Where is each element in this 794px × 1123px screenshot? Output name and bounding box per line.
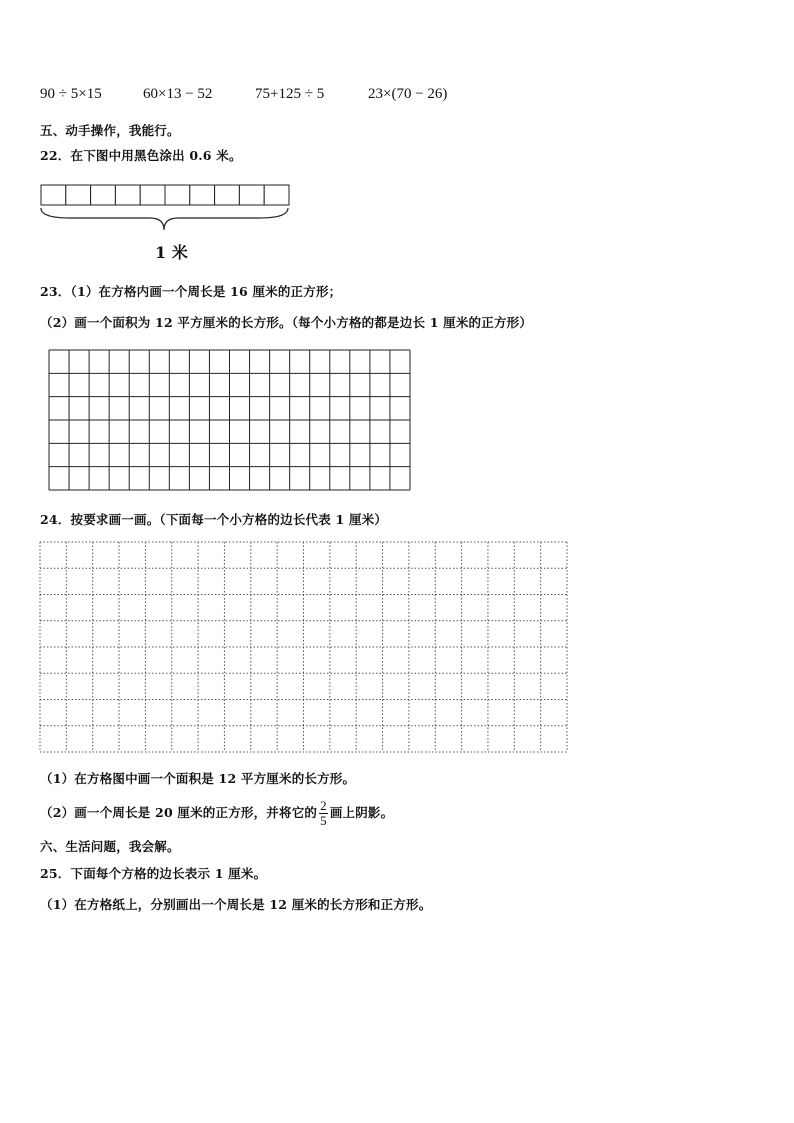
q22-cell[interactable] <box>165 185 190 205</box>
expression-4: 23×(70 − 26) <box>368 86 448 102</box>
q25-sub1: （1）在方格纸上，分别画出一个周长是 12 厘米的长方形和正方形。 <box>40 897 432 912</box>
q24-grid[interactable] <box>39 541 568 753</box>
section-6-heading: 六、生活问题，我会解。 <box>40 839 180 854</box>
q22-text: 22．在下图中用黑色涂出 0.6 米。 <box>40 148 242 163</box>
q22-cell[interactable] <box>115 185 140 205</box>
q23-grid[interactable] <box>48 349 411 491</box>
expression-1: 90 ÷ 5×15 <box>40 86 102 102</box>
q24-sub2-before: （2）画一个周长是 20 厘米的正方形，并将它的 <box>40 805 318 820</box>
q23-line2: （2）画一个面积为 12 平方厘米的长方形。（每个小方格的都是边长 1 厘米的正方形） <box>40 315 533 330</box>
q24-text: 24．按要求画一画。（下面每一个小方格的边长代表 1 厘米） <box>40 512 388 527</box>
fraction-denominator: 5 <box>320 813 327 828</box>
q22-cell[interactable] <box>140 185 165 205</box>
section-5-heading: 五、动手操作，我能行。 <box>40 123 180 138</box>
q22-cell[interactable] <box>190 185 215 205</box>
q24-sub2 <box>40 796 393 830</box>
q22-bar <box>40 184 290 244</box>
expression-2: 60×13 − 52 <box>143 86 213 102</box>
fraction-two-fifths <box>319 799 328 828</box>
q24-sub1: （1）在方格图中画一个面积是 12 平方厘米的长方形。 <box>40 771 356 786</box>
q25-text: 25．下面每个方格的边长表示 1 厘米。 <box>40 866 267 881</box>
fraction-numerator: 2 <box>320 798 327 813</box>
q22-label: 1 米 <box>155 243 188 262</box>
q23-line1: 23．（1）在方格内画一个周长是 16 厘米的正方形； <box>40 284 342 299</box>
q24-sub2-after: 画上阴影。 <box>329 805 394 820</box>
q22-cell[interactable] <box>91 185 116 205</box>
q22-cell[interactable] <box>66 185 91 205</box>
q22-cell[interactable] <box>264 185 289 205</box>
expression-3: 75+125 ÷ 5 <box>255 86 325 102</box>
q22-cell[interactable] <box>41 185 66 205</box>
q22-cell[interactable] <box>239 185 264 205</box>
q22-brace <box>41 208 288 230</box>
q22-cell[interactable] <box>215 185 240 205</box>
